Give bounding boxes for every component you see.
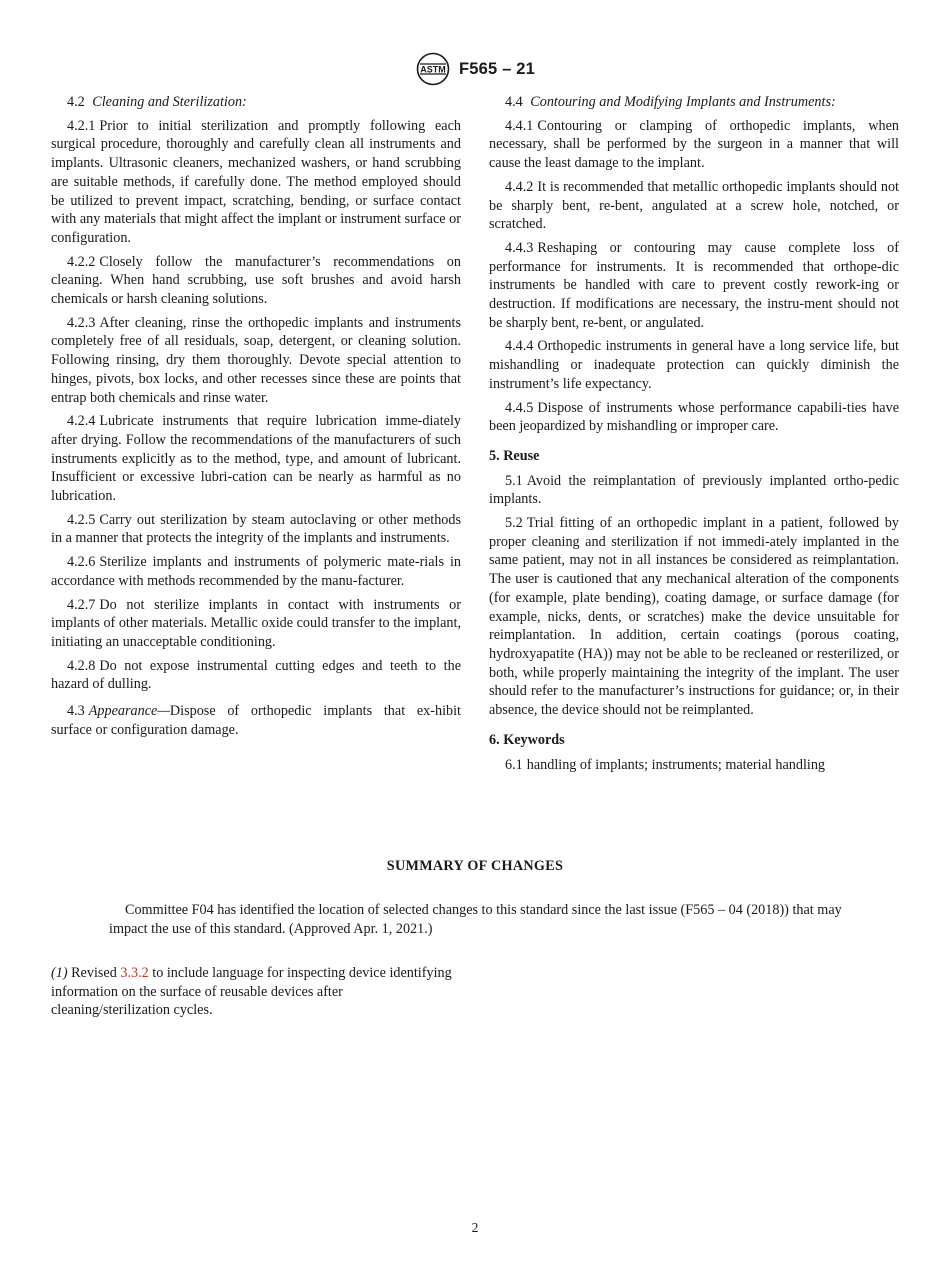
section-reference-link[interactable]: 3.3.2 xyxy=(120,965,149,981)
paragraph-5-2: 5.2 Trial fitting of an orthopedic implant in a patient, followed by proper cleaning and sterilization if not immedi-ately implanted in the same patient, may not in all instances be considered as reimplantation. The user is cautioned that any mechanical alteration of the components (for example, plate bending), coating damage, or surface damage (for example, nicks, dents, or scratches) make the device unsuitable for reimplantation. In addition, certain coatings (porous coating, hydroxyapatite (HA)) may not be able to be recleaned or resterilized, or both, while properly maintaining the integrity of the implant. The user should refer to the manufacturer’s instructions for guidance; or, in their absence, the device should not be reimplanted. xyxy=(489,515,899,719)
heading-keywords: 6. Keywords xyxy=(489,731,565,748)
paragraph-4-2-3: 4.2.3 After cleaning, rinse the orthopedic implants and instruments completely free of all residuals, soap, detergent, or cleaning solution. Following rinsing, dry them thoroughly. Devote special attention to hinges, pivots, box locks, and other recesses since these are points that entrap both chemicals and rinse water. xyxy=(51,314,461,406)
paragraph-4-2-2: 4.2.2 Closely follow the manufacturer’s recommendations on cleaning. When hand scrubbing, use soft brushes and avoid harsh chemicals or harsh cleaning solutions. xyxy=(51,253,461,308)
paragraph-4-2-7: 4.2.7 Do not sterilize implants in contact with instruments or implants of other materials. Metallic oxide could transfer to the implant, initiating an unacceptable conditioning. xyxy=(51,596,461,650)
summary-intro: Committee F04 has identified the location of selected changes to this standard since the last issue (F565 – 04 (2018)) that may impact the use of this standard. (Approved Apr. 1, 2021.) xyxy=(109,902,842,937)
paragraph-4-4-2: 4.4.2 It is recommended that metallic orthopedic implants should not be sharply bent, re-bent, angulated at a screw hole, notched, or scratched. xyxy=(489,178,899,233)
change-item-number: (1) xyxy=(51,965,68,981)
page-number: 2 xyxy=(471,1220,479,1235)
paragraph-4-4-1: 4.4.1 Contouring or clamping of orthopedic implants, when necessary, shall be performed by the surgeon in a manner that will cause the least damage to the implant. xyxy=(489,117,899,172)
paragraph-4-2-1: 4.2.1 Prior to initial sterilization and promptly following each surgical procedure, thoroughly and carefully clean all instruments and implants. Ultrasonic cleaners, mechanized washers, or hand scrubbing are suitable methods, if carefully done. The method employed should be utilized to prevent impact, scratching, bending, or surface contact with any materials that might affect the implant or instrument surface or configuration. xyxy=(51,117,461,246)
paragraph-5-1: 5.1 Avoid the reimplantation of previously implanted ortho-pedic implants. xyxy=(489,472,899,508)
paragraph-4-2-4: 4.2.4 Lubricate instruments that require lubrication imme-diately after drying. Follow the recommendations of the manufacturers of such instruments explicitly as to the method, type, and amount of lubricant. Insufficient or excessive lubri-cation can be nearly as harmful as no lubrication. xyxy=(51,413,461,505)
paragraph-4-4-5: 4.4.5 Dispose of instruments whose performance capabili-ties have been jeopardized by mishandling or improper care. xyxy=(489,399,899,435)
paragraph-4-2-6: 4.2.6 Sterilize implants and instruments of polymeric mate-rials in accordance with methods recommended by the manu-facturer. xyxy=(51,554,461,589)
paragraph-4-4-3: 4.4.3 Reshaping or contouring may cause complete loss of performance for instruments. It is recommended that orthope-dic instruments be handled with care to prevent costly rework-ing or destruction. If modifications are necessary, the instru-ment should not be sharply bent, re-bent, or angulated. xyxy=(489,239,899,331)
paragraph-4-4-4: 4.4.4 Orthopedic instruments in general have a long service life, but mishandling or inadequate protection can quickly diminish the instrument’s life expectancy. xyxy=(489,338,899,392)
paragraph-4-2-5: 4.2.5 Carry out sterilization by steam autoclaving or other methods in a manner that protects the integrity of the implants and instruments. xyxy=(51,511,461,547)
section-title: Contouring and Modifying Implants and Instruments: xyxy=(530,94,836,110)
paragraph-6-1: 6.1 handling of implants; instruments; material handling xyxy=(505,756,826,773)
summary-of-changes-title: SUMMARY OF CHANGES xyxy=(386,858,564,874)
change-item: (1) Revised 3.3.2 to include language for inspecting device identifying information on the surface of reusable devices after cleaning/sterilization cycles. xyxy=(51,965,452,1019)
paragraph-4-3: 4.3 Appearance—Dispose of orthopedic implants that ex-hibit surface or configuration damage. xyxy=(51,703,461,738)
heading-reuse: 5. Reuse xyxy=(489,447,540,464)
left-column xyxy=(51,93,461,745)
svg-text:ASTM: ASTM xyxy=(420,64,446,75)
section-title: Appearance— xyxy=(88,703,170,720)
document-designation: F565 – 21 xyxy=(458,59,536,78)
section-title: Cleaning and Sterilization: xyxy=(92,94,247,110)
page-header xyxy=(0,52,950,86)
astm-logo-icon xyxy=(415,52,451,86)
paragraph-4-2-8: 4.2.8 Do not expose instrumental cutting edges and teeth to the hazard of dulling. xyxy=(51,657,461,693)
right-column xyxy=(489,93,899,779)
section-4-4: 4.4 Contouring and Modifying Implants and Instruments: xyxy=(505,94,836,110)
section-4-2: 4.2 Cleaning and Sterilization: xyxy=(67,94,247,110)
